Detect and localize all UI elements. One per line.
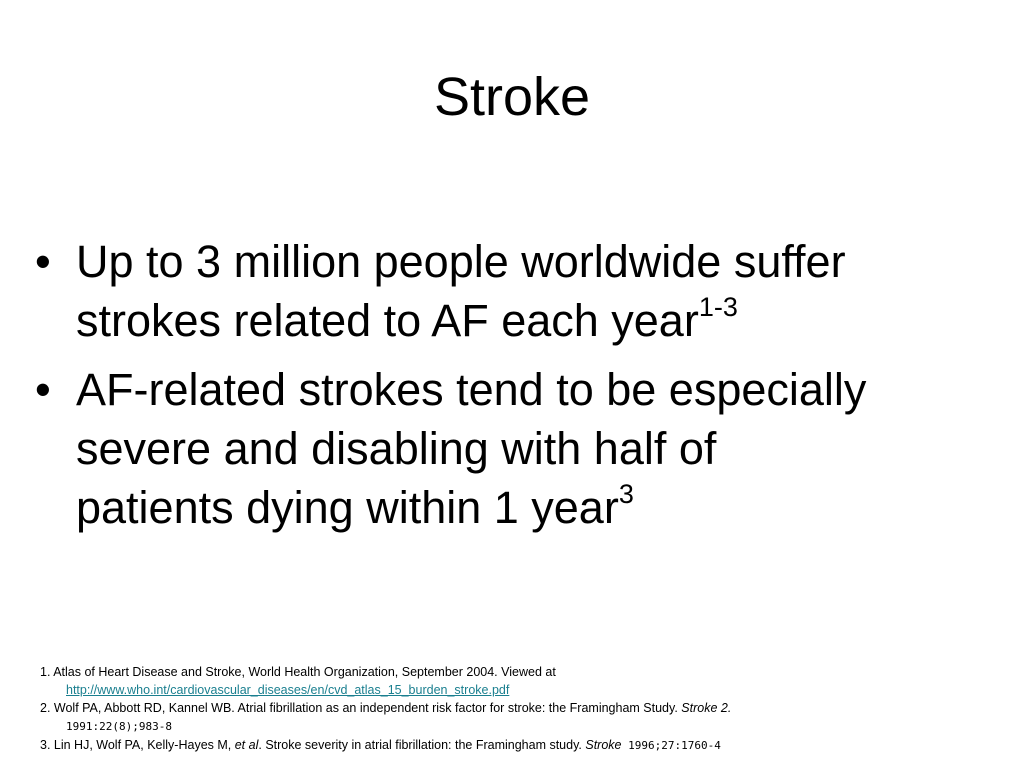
reference-text: 3. Lin HJ, Wolf PA, Kelly-Hayes M, (40, 738, 235, 752)
bullet-marker: • (35, 364, 51, 415)
reference-2-citation-line (40, 717, 1000, 736)
bullet-text-line: severe and disabling with half of (76, 423, 717, 474)
bullet-list (32, 232, 992, 547)
reference-1-link-line (40, 681, 1000, 699)
citation-superscript: 3 (618, 479, 634, 509)
reference-text: . Stroke severity in atrial fibrillation: the Framingham study. (258, 738, 586, 752)
journal-name: Stroke (585, 738, 622, 752)
bullet-item-2 (32, 360, 992, 537)
bullet-text-line: Up to 3 million people worldwide suffer (76, 236, 846, 287)
bullet-marker: • (35, 236, 51, 287)
references (40, 663, 1000, 755)
reference-1 (40, 663, 1000, 681)
bullet-text-line: strokes related to AF each year (76, 295, 699, 346)
reference-link[interactable]: http://www.who.int/cardiovascular_diseases/en/cvd_atlas_15_burden_stroke.pdf (66, 683, 510, 697)
reference-citation: 1996;27:1760-4 (621, 739, 721, 752)
journal-name: Stroke 2. (681, 701, 732, 715)
reference-citation: 1991:22(8);983-8 (66, 720, 172, 733)
slide-title: Stroke (433, 67, 591, 127)
bullet-text-line: AF-related strokes tend to be especially (76, 364, 867, 415)
bullet-text-line: patients dying within 1 year (76, 482, 619, 533)
et-al: et al (234, 738, 259, 752)
reference-2 (40, 699, 1000, 717)
reference-text: 2. Wolf PA, Abbott RD, Kannel WB. Atrial fibrillation as an independent risk factor for stroke: the Framingham Study. (40, 701, 682, 715)
bullet-item-1 (32, 232, 992, 350)
reference-3 (40, 736, 1000, 755)
citation-superscript: 1-3 (698, 292, 738, 322)
reference-text: 1. Atlas of Heart Disease and Stroke, World Health Organization, September 2004. Viewed at (40, 665, 556, 679)
